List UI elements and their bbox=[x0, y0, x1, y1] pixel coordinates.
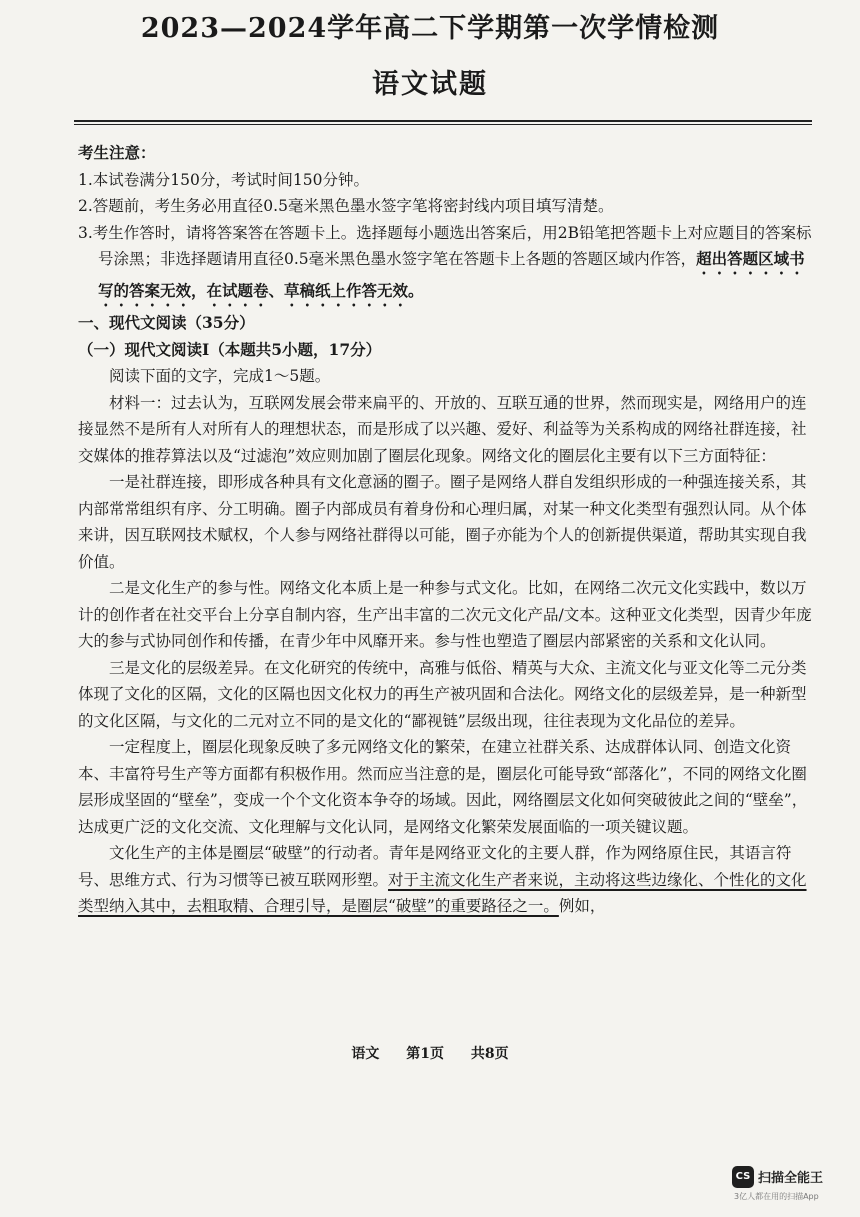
passage-paragraph-6 bbox=[78, 840, 813, 920]
notice-item-3-text: 3.考生作答时，请将答案答在答题卡上。选择题每小题选出答案后，用2B铅笔把答题卡上对应题目的答案标号涂黑；非选择题请用直径0.5毫米黑色墨水签字笔在答题卡上各题的答题区域内作答， bbox=[78, 223, 812, 268]
exam-body bbox=[78, 140, 813, 920]
passage-paragraph-4: 三是文化的层级差异。在文化研究的传统中，高雅与低俗、精英与大众、主流文化与亚文化等二元分类体现了文化的区隔，文化的区隔也因文化权力的再生产被巩固和合法化。网络文化的层级差异，是一种新型的文化区隔，与文化的二元对立不同的是文化的“鄙视链”层级出现，往往表现为文化品位的差异。 bbox=[78, 658, 807, 730]
notice-item-1: 1.本试卷满分150分，考试时间150分钟。 bbox=[78, 170, 369, 189]
exam-title: 2023—2024学年高二下学期第一次学情检测 bbox=[140, 13, 720, 44]
paragraph-6-lead: 文化生产的主体是圈层“破壁”的行动者。青年是网络亚文化的主要人群，作为网络原住民，其语言符号、思维方式、行为习惯等已被互联网形塑。 bbox=[78, 844, 792, 889]
paragraph-6-tail: 例如， bbox=[558, 897, 606, 915]
notice-item-3 bbox=[78, 220, 813, 311]
scanner-app-name: 扫描全能王 bbox=[758, 1171, 824, 1186]
footer-page-number: 第1页 bbox=[406, 1046, 444, 1062]
exam-subtitle: 语文试题 bbox=[372, 69, 488, 100]
passage-paragraph-3: 二是文化生产的参与性。网络文化本质上是一种参与式文化。比如，在网络二次元文化实践中，数以万计的创作者在社交平台上分享自制内容，生产出丰富的二次元文化产品/文本。这种亚文化类型，因青少年庞大的参与式协同创作和传播，在青少年中风靡开来。参与性也塑造了圈层内部紧密的关系和文化认同。 bbox=[78, 579, 812, 650]
section-instruction: 阅读下面的文字，完成1～5题。 bbox=[109, 367, 331, 385]
section-sub-heading: （一）现代文阅读Ⅰ（本题共5小题，17分） bbox=[78, 339, 382, 359]
notice-heading: 考生注意： bbox=[78, 143, 156, 162]
header-rule-thick bbox=[74, 120, 812, 122]
page-footer bbox=[0, 1043, 860, 1063]
scanner-watermark bbox=[732, 1164, 842, 1208]
notice-item-2: 2.答题前，考生务必用直径0.5毫米黑色墨水签字笔将密封线内项目填写清楚。 bbox=[78, 197, 614, 215]
header-rule-thin bbox=[74, 124, 812, 125]
passage-paragraph-1: 材料一：过去认为，互联网发展会带来扁平的、开放的、互联互通的世界，然而现实是，网络用户的连接显然不是所有人对所有人的理想状态，而是形成了以兴趣、爱好、利益等为关系构成的网络社群连接，社交媒体的推荐算法以及“过滤泡”效应则加剧了圈层化现象。网络文化的圈层化主要有以下三方面特征： bbox=[78, 393, 807, 465]
footer-subject: 语文 bbox=[351, 1046, 380, 1062]
underlined-sentence: 对于主流文化生产者来说，主动将这些边缘化、个性化的文化类型纳入其中，去粗取精、合理引导，是圈层“破壁”的重要路径之一。 bbox=[78, 870, 807, 915]
notice-emphasis: 超出答题区域书写的答案无效，在试题卷、草稿纸上作答无效。 bbox=[98, 249, 805, 300]
passage-paragraph-2: 一是社群连接，即形成各种具有文化意涵的圈子。圈子是网络人群自发组织形成的一种强连接关系，其内部常常组织有序、分工明确。圈子内部成员有着身份和心理归属，对某一种文化类型有强烈认同。从个体来讲，因互联网技术赋权，个人参与网络社群得以可能，圈子亦能为个人的创新提供渠道，帮助其实现自我价值。 bbox=[78, 473, 807, 571]
section-heading: 一、现代文阅读（35分） bbox=[78, 313, 255, 332]
scanner-logo-icon: CS bbox=[732, 1166, 754, 1188]
passage-paragraph-5: 一定程度上，圈层化现象反映了多元网络文化的繁荣，在建立社群关系、达成群体认同、创造文化资本、丰富符号生产等方面都有积极作用。然而应当注意的是，圈层化可能导致“部落化”，不同的网络文化圈层形成坚固的“壁垒”，变成一个个文化资本争夺的场域。因此，网络圈层文化如何突破彼此之间的“壁垒”，达成更广泛的文化交流、文化理解与文化认同，是网络文化繁荣发展面临的一项关键议题。 bbox=[78, 738, 808, 836]
scanner-tagline: 3亿人都在用的扫描App bbox=[734, 1192, 819, 1201]
footer-total-pages: 共8页 bbox=[470, 1046, 509, 1062]
